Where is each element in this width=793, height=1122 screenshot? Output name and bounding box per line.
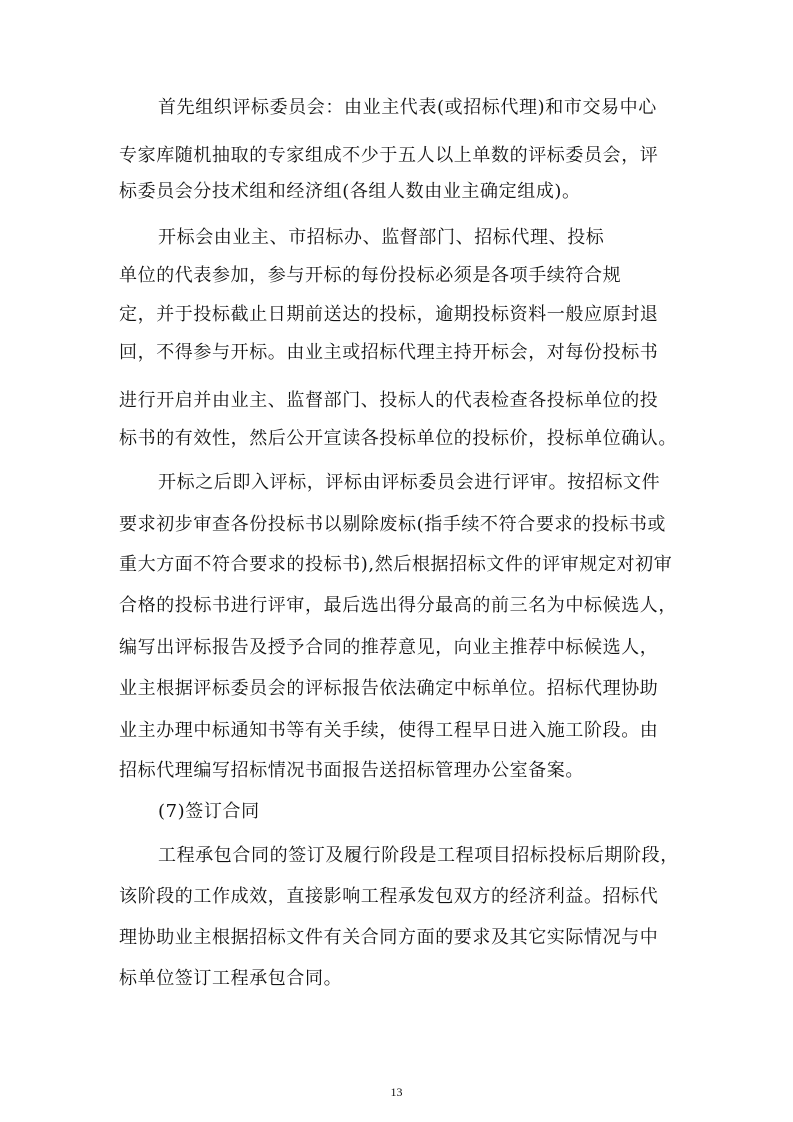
text-line: 理协助业主根据招标文件有关合同方面的要求及其它实际情况与中 — [119, 927, 659, 948]
text-line: 标委员会分技术组和经济组(各组人数由业主确定组成)。 — [119, 181, 581, 202]
text-line: 首先组织评标委员会：由业主代表(或招标代理)和市交易中心 — [158, 97, 657, 118]
text-line: 业主办理中标通知书等有关手续，使得工程早日进入施工阶段。由 — [119, 720, 659, 741]
text-line: 重大方面不符合要求的投标书),然后根据招标文件的评审规定对初审 — [119, 554, 673, 575]
text-line: 工程承包合同的签订及履行阶段是工程项目招标投标后期阶段， — [158, 845, 679, 866]
page-number: 13 — [390, 1085, 403, 1099]
text-line: 要求初步审查各份投标书以剔除废标(指手续不符合要求的投标书或 — [119, 514, 667, 535]
text-line: 开标之后即入评标，评标由评标委员会进行评审。按招标文件 — [158, 472, 661, 493]
text-line: 进行开启并由业主、监督部门、投标人的代表检查各投标单位的投 — [119, 390, 659, 411]
text-line: 单位的代表参加，参与开标的每份投标必须是各项手续符合规 — [119, 265, 622, 286]
text-line: 该阶段的工作成效，直接影响工程承发包双方的经济利益。招标代 — [119, 886, 659, 907]
text-line: 业主根据评标委员会的评标报告依法确定中标单位。招标代理协助 — [119, 678, 659, 699]
text-line: 招标代理编写招标情况书面报告送招标管理办公室备案。 — [119, 760, 584, 781]
text-line: 标单位签订工程承包合同。 — [119, 968, 343, 989]
text-line: 开标会由业主、市招标办、监督部门、招标代理、投标 — [158, 227, 605, 248]
text-line: 标书的有效性，然后公开宣读各投标单位的投标价，投标单位确认。 — [119, 428, 677, 449]
text-line: 编写出评标报告及授予合同的推荐意见，向业主推荐中标候选人， — [119, 637, 659, 658]
text-line: 定，并于投标截止日期前送达的投标，逾期投标资料一般应原封退 — [119, 304, 659, 325]
text-line: 回，不得参与开标。由业主或招标代理主持开标会，对每份投标书 — [119, 342, 659, 363]
text-line: (7)签订合同 — [158, 801, 260, 822]
text-line: 合格的投标书进行评审，最后选出得分最高的前三名为中标候选人， — [119, 595, 677, 616]
text-line: 专家库随机抽取的专家组成不少于五人以上单数的评标委员会，评 — [119, 145, 659, 166]
